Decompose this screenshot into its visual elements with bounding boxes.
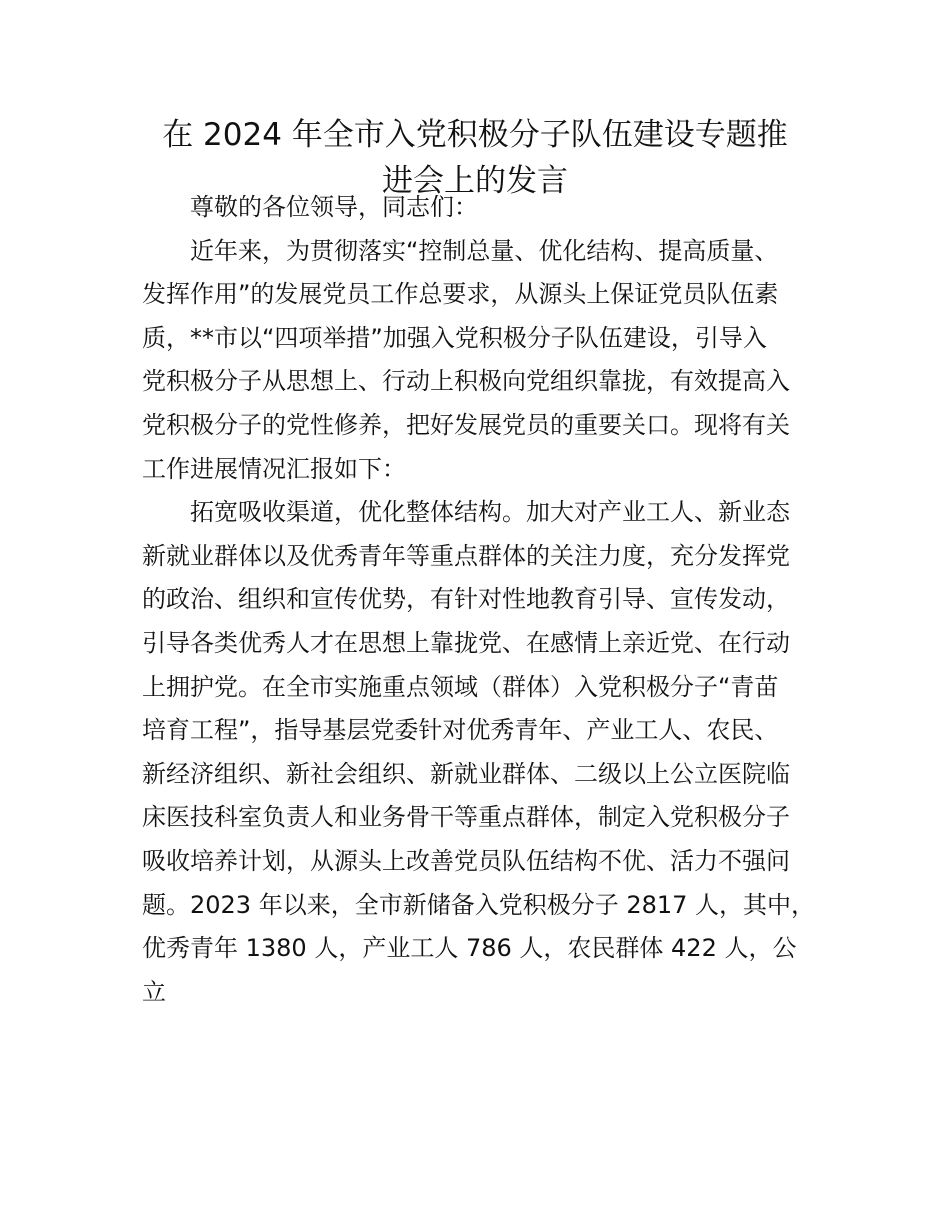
paragraph-introduction — [142, 230, 832, 492]
paragraph-section-1 — [142, 491, 832, 1014]
text-line: 工作进展情况汇报如下： — [142, 454, 406, 483]
text-line: 质，**市以“四项举措”加强入党积极分子队伍建设，引导入 — [142, 323, 767, 352]
text-line: 吸收培养计划，从源头上改善党员队伍结构不优、活力不强问 — [142, 846, 790, 875]
text-line: 发挥作用”的发展党员工作总要求，从源头上保证党员队伍素 — [142, 280, 779, 309]
text-line: 党积极分子的党性修养，把好发展党员的重要关口。现将有关 — [142, 410, 790, 439]
text-line: 立 — [142, 977, 166, 1006]
text-line: 培育工程”，指导基层党委针对优秀青年、产业工人、农民、 — [142, 716, 779, 745]
text-line: 新就业群体以及优秀青年等重点群体的关注力度，充分发挥党 — [142, 541, 790, 570]
title-line-1: 在 2024 年全市入党积极分子队伍建设专题推 — [162, 117, 788, 153]
text-line: 党积极分子从思想上、行动上积极向党组织靠拢，有效提高入 — [142, 367, 790, 396]
text-line: 优秀青年 1380 人，产业工人 786 人，农民群体 422 人，公 — [142, 934, 797, 963]
paragraph-salutation — [142, 186, 832, 230]
text-line: 的政治、组织和宣传优势，有针对性地教育引导、宣传发动， — [142, 585, 790, 614]
document-body — [142, 186, 832, 1014]
text-line: 上拥护党。在全市实施重点领域（群体）入党积极分子“青苗 — [142, 672, 779, 701]
text-line: 新经济组织、新社会组织、新就业群体、二级以上公立医院临 — [142, 759, 790, 788]
text-line: 床医技科室负责人和业务骨干等重点群体，制定入党积极分子 — [142, 803, 790, 832]
text-line: 近年来，为贯彻落实“控制总量、优化结构、提高质量、 — [190, 236, 779, 265]
text-line: 题。2023 年以来，全市新储备入党积极分子 2817 人，其中， — [142, 890, 816, 919]
salutation-line: 尊敬的各位领导，同志们： — [190, 193, 478, 221]
text-line: 拓宽吸收渠道，优化整体结构。加大对产业工人、新业态 — [190, 498, 790, 527]
title-line-2: 进会上的发言 — [382, 163, 568, 199]
text-line: 引导各类优秀人才在思想上靠拢党、在感情上亲近党、在行动 — [142, 628, 790, 657]
